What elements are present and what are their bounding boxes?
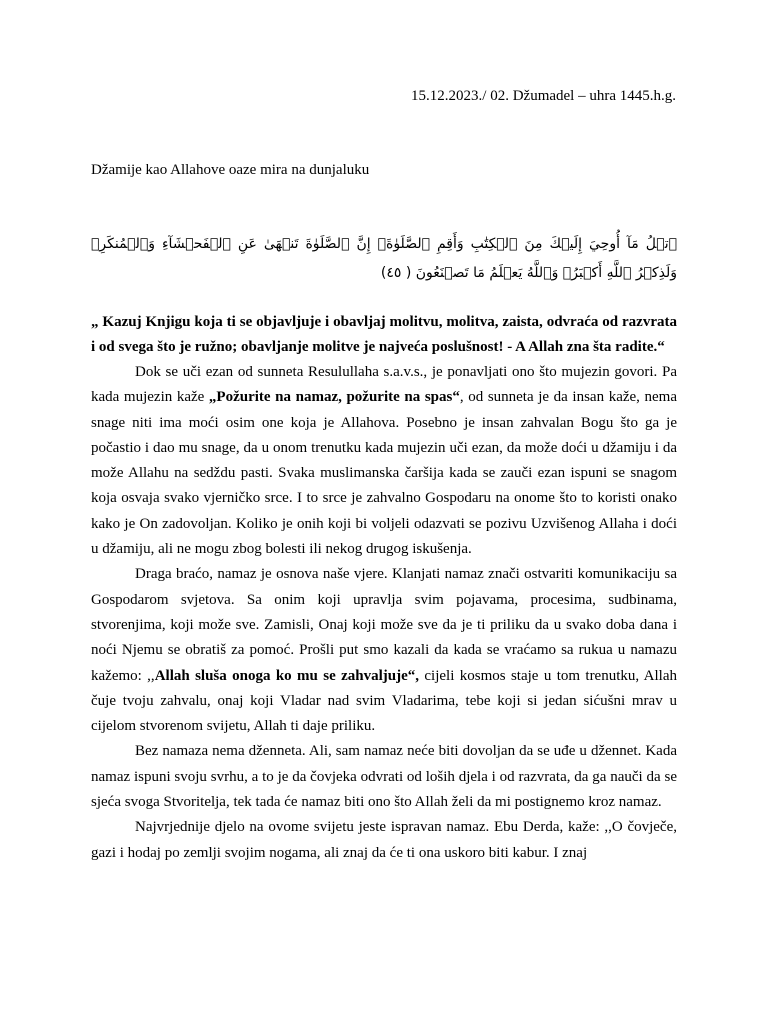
paragraph-2-text-c: cijeli kosmos staje u tom trenutku, Allah čuje tvoju zahvalu, onaj koji Vladar nad svim Vladarima, tebe koji si jedan sićušni mrav u cijelom stvorenom svijetu, Allah ti daje priliku.: [91, 667, 678, 735]
paragraph-4: Najvrjednije djelo na ovome svijetu jeste ispravan namaz. Ebu Derda, kaže: ,,O čovječe, gazi i hodaj po zemlji svojim nogama, ali znaj da će ti ona uskoro biti kabur. I znaj: [91, 819, 677, 861]
paragraph-1-text-a: Dok se uči ezan od sunneta Resulullaha s.a.v.s., je ponavljati ono što mujezin govori. Pa kada mujezin kaže: [91, 364, 677, 406]
paragraph-2-text-a: Draga braćo, namaz je osnova naše vjere. Klanjati namaz znači ostvariti komunikaciju sa Gospodarom svjetova. Sa onim koji upravlja svim pojavama, procesima, sudbinama, stvorenjima, koji može sve. Zamisli, Onaj koji može sve da je ti priliku da u svako doba dana i noći Njemu se obratiš za pomoć. Prošli put smo kazali da kada se vraćamo sa rukua u namazu kažemo: ,,: [91, 566, 677, 684]
document-title: Džamije kao Allahove oaze mira na dunjaluku: [91, 162, 370, 178]
paragraph-1-text-c: , od sunneta je da insan kaže, nema snage niti ima moći osim one koja je Allahova. Posebno je insan zahvalan Bogu što ga je počastio i dao mu snage, da u onom trenutku kada mujezin uči ezan, da može doći u džamiju i da može Allahu na sedždu pasti. Svaka muslimanska čaršija kada se zauči ezan ispuni se snagom koja osvaja svako vjerničko srce. I to srce je zahvalno Gospodaru na onome što to koristi onako kako je On zadovoljan. Koliko je onih koji bi voljeli odazvati se pozivu Uzvišenog Allaha i doći u džamiju, ali ne mogu zbog bolesti ili nekog drugog iskušenja.: [91, 389, 678, 558]
paragraph-2: [91, 562, 677, 739]
paragraph-3: Bez namaza nema dženneta. Ali, sam namaz neće biti dovoljan da se uđe u džennet. Kada namaz ispuni svoju svrhu, a to je da čovjeka odvrati od loših djela i od razvrata, da ga nauči da se sjeća svoga Stvoritelja, tek tada će namaz biti ono što Allah želi da mi postignemo kroz namaz.: [91, 743, 677, 811]
arabic-verse: ٱتۡلُ مَآ أُوحِيَ إِلَيۡكَ مِنَ ٱلۡكِتَٰبِ وَأَقِمِ ٱلصَّلَوٰةَۖ إِنَّ ٱلصَّلَوٰةَ تَنۡهَىٰ عَنِ ٱلۡفَحۡشَآءِ وَٱلۡمُنكَرِۗ وَلَذِكۡرُ ٱللَّهِ أَكۡبَرُۗ وَٱللَّهُ يَعۡلَمُ مَا تَصۡنَعُونَ ( ٤٥): [91, 236, 677, 281]
date-line: 15.12.2023./ 02. Džumadel – uhra 1445.h.g.: [411, 88, 676, 104]
paragraph-1: [91, 360, 677, 562]
paragraph-1-emphasis: „Požurite na namaz, požurite na spas“: [208, 389, 460, 406]
document-body: [91, 310, 677, 866]
paragraph-2-emphasis: Allah sluša onoga ko mu se zahvaljuje“,: [154, 667, 420, 684]
quote-translation: „ Kazuj Knjigu koja ti se objavljuje i obavljaj molitvu, molitva, zaista, odvraća od razvrata i od svega što je ružno; obavljanje molitve je najveća poslušnost! - A Allah zna šta radite.“: [91, 314, 677, 355]
